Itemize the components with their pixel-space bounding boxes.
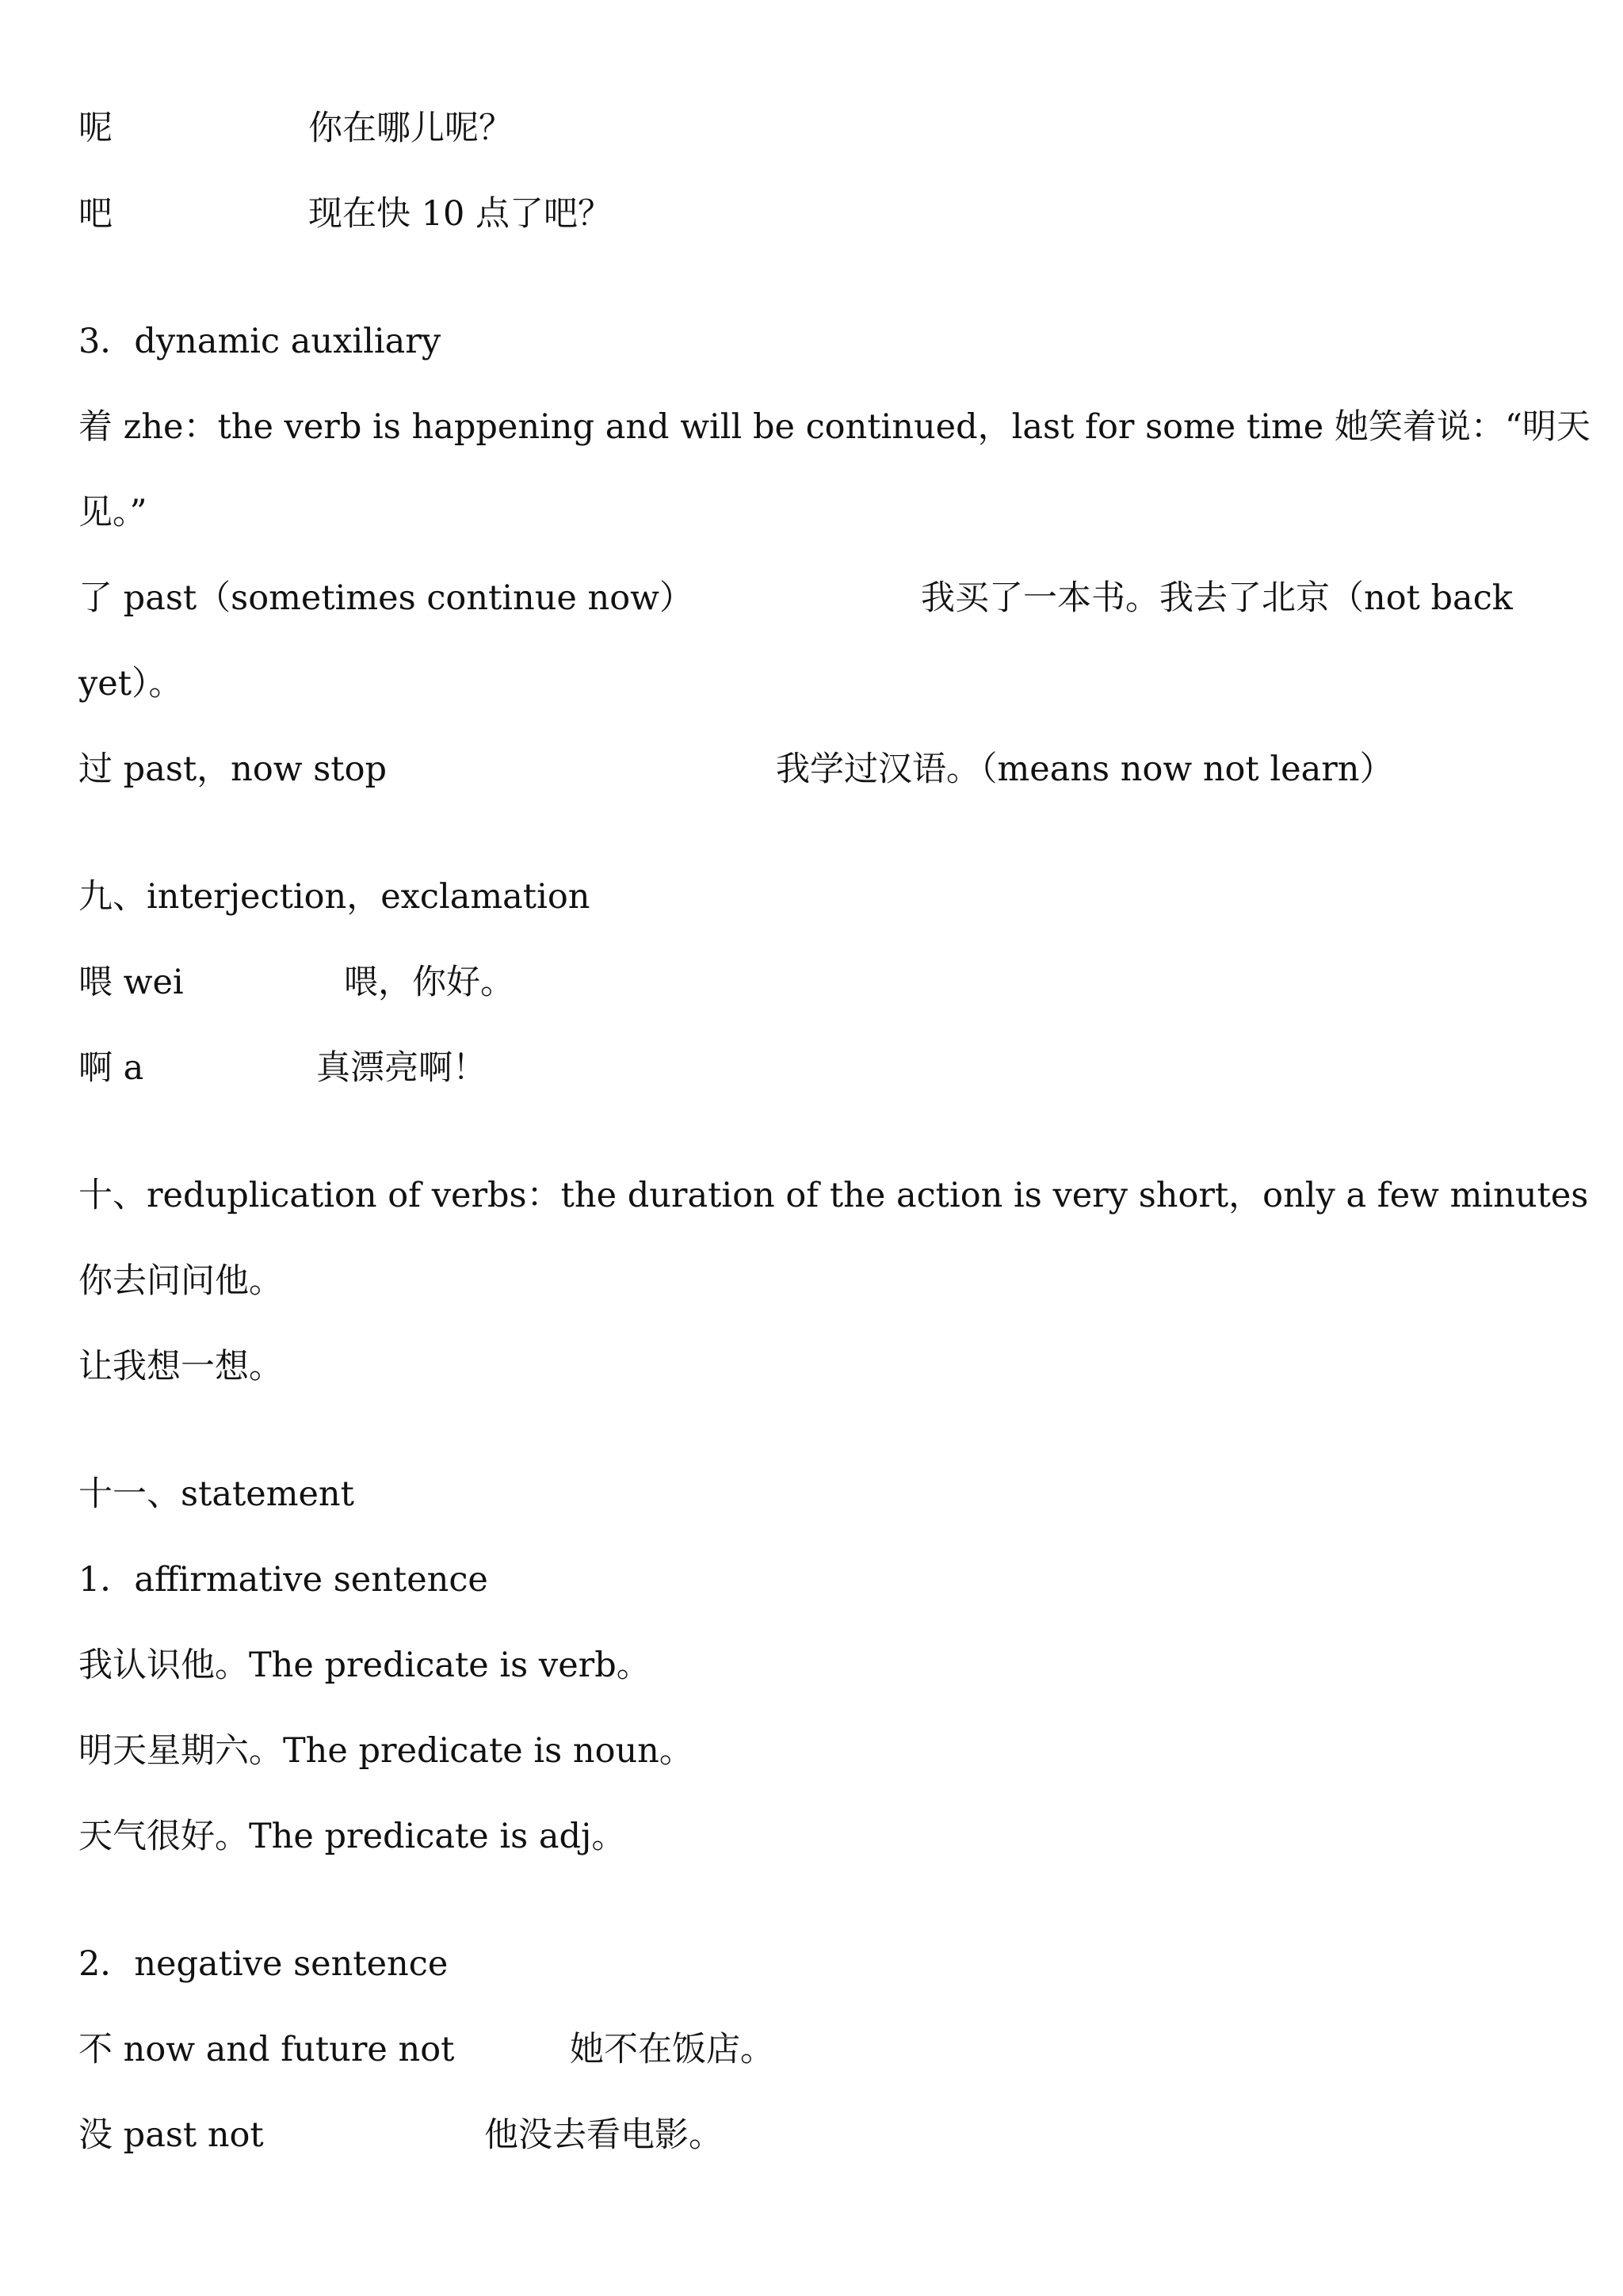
example-sentence: 天气很好。The predicate is adj。 — [78, 1817, 626, 1856]
zhe-explanation-cont: 见。” — [78, 493, 147, 532]
section-heading: 九、interjection，exclamation — [78, 877, 590, 917]
example-sentence: 让我想一想。 — [78, 1347, 283, 1386]
subsection-heading: 2．negative sentence — [78, 1944, 449, 1984]
example-sentence: 我认识他。The predicate is verb。 — [78, 1646, 651, 1685]
negation-example: 他没去看电影。 — [484, 2115, 723, 2155]
interjection-example: 真漂亮啊！ — [316, 1048, 487, 1088]
section-heading: 3．dynamic auxiliary — [78, 322, 441, 361]
particle-term: 呢 — [78, 109, 113, 148]
negation-term: 没 past not — [78, 2115, 264, 2155]
example-sentence: 明天星期六。The predicate is noun。 — [78, 1731, 693, 1771]
section-heading: 十、reduplication of verbs：the duration of the action is very short，only a few minutes — [78, 1176, 1589, 1215]
negation-example: 她不在饭店。 — [570, 2030, 774, 2069]
interjection-term: 啊 a — [78, 1048, 144, 1088]
section-heading: 十一、statement — [78, 1474, 354, 1514]
interjection-example: 喂，你好。 — [344, 963, 514, 1002]
le-example: 我买了一本书。我去了北京（not back — [921, 578, 1513, 618]
subsection-heading: 1．affirmative sentence — [78, 1560, 488, 1600]
particle-term: 吧 — [78, 194, 113, 234]
example-sentence: 你去问问他。 — [78, 1261, 283, 1301]
guo-term: 过 past，now stop — [78, 749, 387, 789]
particle-example: 你在哪儿呢？ — [308, 109, 513, 148]
le-example-cont: yet）。 — [78, 664, 183, 704]
guo-example: 我学过汉语。（means now not learn） — [776, 749, 1394, 789]
particle-example: 现在快 10 点了吧？ — [308, 194, 613, 234]
negation-term: 不 now and future not — [78, 2030, 455, 2069]
interjection-term: 喂 wei — [78, 963, 184, 1002]
le-term: 了 past（sometimes continue now） — [78, 578, 693, 618]
zhe-explanation: 着 zhe：the verb is happening and will be continued，last for some time 她笑着说：“明天 — [78, 407, 1591, 447]
